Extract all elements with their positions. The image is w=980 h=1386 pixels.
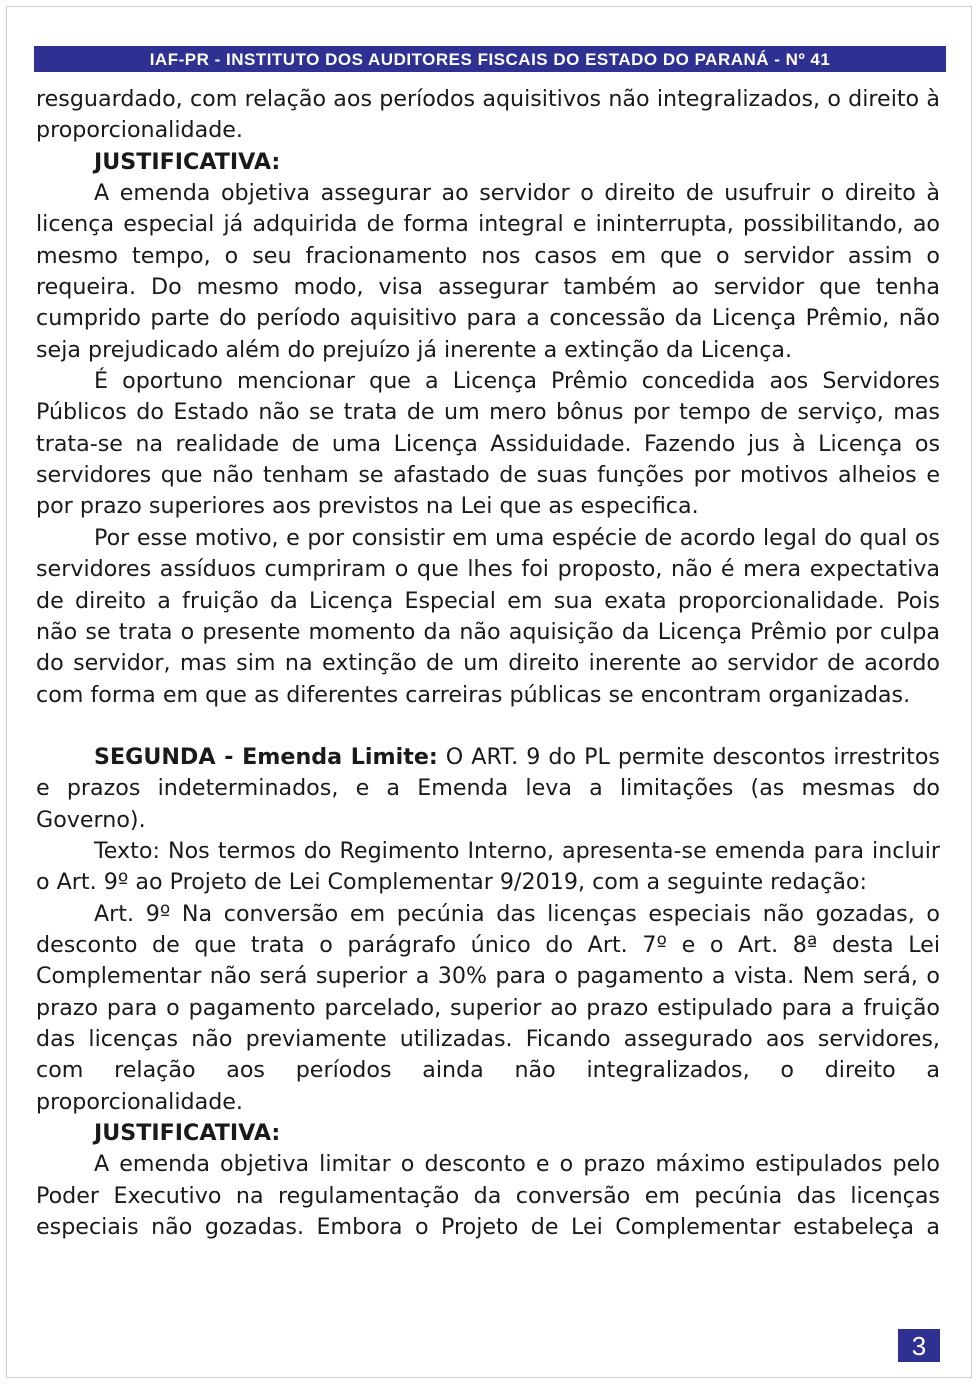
amendment-summary: O ART. 9 do PL permite descontos irrestritos e prazos indeterminados, e a Emenda leva a limitações (as mesmas do Governo). bbox=[36, 743, 940, 833]
page-number: 3 bbox=[898, 1329, 940, 1362]
paragraph: Por esse motivo, e por consistir em uma espécie de acordo legal do qual os servidores assíduos cumpriram o que lhes foi proposto, não é mera expectativa de direito a fruição da Licença Especial em sua exata proporcionalidade. Pois não se trata o presente momento da não aquisição da Licença Prêmio por culpa do servidor, mas sim na extinção de um direito inerente ao servidor de acordo com forma em que as diferentes carreiras públicas se encontram organizadas. bbox=[36, 524, 940, 708]
page-header: IAF-PR - INSTITUTO DOS AUDITORES FISCAIS DO ESTADO DO PARANÁ - Nº 41 bbox=[34, 46, 946, 72]
section-heading: JUSTIFICATIVA: bbox=[94, 1120, 281, 1146]
document-body bbox=[36, 84, 940, 1243]
paragraph: resguardado, com relação aos períodos aquisitivos não integralizados, o direito à proporcionalidade. bbox=[36, 86, 940, 144]
section-heading: JUSTIFICATIVA: bbox=[94, 148, 281, 175]
paragraph bbox=[36, 742, 940, 836]
paragraph: A emenda objetiva assegurar ao servidor o direito de usufruir o direito à licença especial já adquirida de forma integral e ininterrupta, possibilitando, ao mesmo tempo, o seu fracionamento nos casos em que o servidor assim o requeira. Do mesmo modo, visa assegurar também ao servidor que tenha cumprido parte do período aquisitivo para a concessão da Licença Prêmio, não seja prejudicado além do prejuízo já inerente a extinção da Licença. bbox=[36, 180, 940, 363]
paragraph: É oportuno mencionar que a Licença Prêmio concedida aos Servidores Públicos do Estado não se trata de um mero bônus por tempo de serviço, mas trata-se na realidade de uma Licença Assiduidade. Fazendo jus à Licença os servidores que não tenham se afastado de suas funções por motivos alheios e por prazo superiores aos previstos na Lei que as especifica. bbox=[36, 368, 940, 520]
paragraph: Texto: Nos termos do Regimento Interno, apresenta-se emenda para incluir o Art. 9º ao Projeto de Lei Complementar 9/2019, com a seguinte redação: bbox=[36, 837, 940, 896]
paragraph: Art. 9º Na conversão em pecúnia das licenças especiais não gozadas, o desconto de que trata o parágrafo único do Art. 7º e o Art. 8ª desta Lei Complementar não será superior a 30% para o pagamento a vista. Nem será, o prazo para o pagamento parcelado, superior ao prazo estipulado para a fruição das licenças não previamente utilizadas. Ficando assegurado aos servidores, com relação aos períodos ainda não integralizados, o direito a proporcionalidade. bbox=[36, 900, 940, 1115]
amendment-title: SEGUNDA - Emenda Limite: bbox=[94, 743, 438, 770]
paragraph: A emenda objetiva limitar o desconto e o prazo máximo estipulados pelo Poder Executivo na regulamentação da conversão em pecúnia das licenças especiais não gozadas. Embora o Projeto de Lei Complementar estabeleça a bbox=[36, 1151, 940, 1241]
